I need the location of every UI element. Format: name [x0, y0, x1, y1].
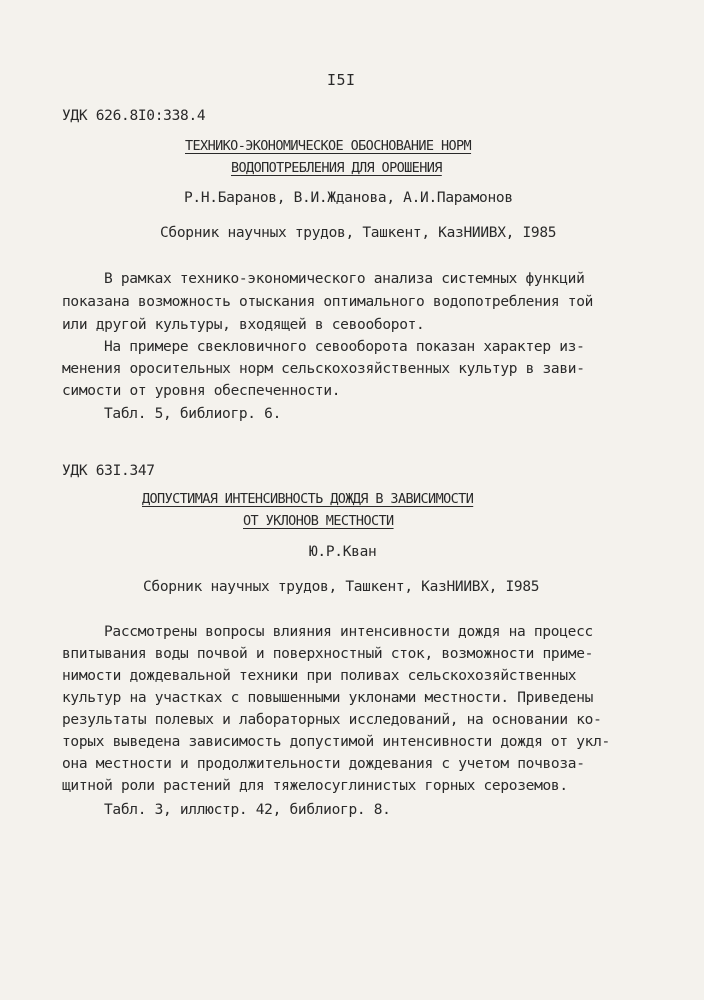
article-title-2-line-1: ДОПУСТИМАЯ ИНТЕНСИВНОСТЬ ДОЖДЯ В ЗАВИСИМОСТИ: [142, 491, 474, 507]
abstract-2-line-4: культур на участках с повышенными уклонами местности. Приведены: [62, 690, 594, 706]
abstract-2-line-7: она местности и продолжительности дождевания с учетом почвоза-: [62, 756, 585, 772]
article-refs-2: Табл. 3, иллюстр. 42, библиогр. 8.: [104, 802, 391, 818]
abstract-1-line-1: В рамках технико-экономического анализа системных функций: [104, 271, 585, 287]
abstract-2-line-2: впитывания воды почвой и поверхностный сток, возможности приме-: [62, 646, 594, 662]
udk-code-1: УДК 626.8I0:338.4: [62, 108, 206, 124]
abstract-2-line-6: торых выведена зависимость допустимой интенсивности дождя от укл-: [62, 734, 610, 750]
article-refs-1: Табл. 5, библиогр. 6.: [104, 406, 282, 422]
article-title-1-line-2: ВОДОПОТРЕБЛЕНИЯ ДЛЯ ОРОШЕНИЯ: [231, 160, 442, 176]
abstract-1-line-3: или другой культуры, входящей в севооборот.: [62, 317, 425, 333]
article-authors-1: Р.Н.Баранов, В.И.Жданова, А.И.Парамонов: [184, 190, 513, 206]
abstract-1-line-4: На примере свекловичного севооборота показан характер из-: [104, 339, 585, 355]
abstract-1-line-5: менения оросительных норм сельскохозяйственных культур в зави-: [62, 361, 585, 377]
abstract-1-line-2: показана возможность отыскания оптимального водопотребления той: [62, 294, 594, 310]
article-source-2: Сборник научных трудов, Ташкент, КазНИИВХ, I985: [143, 579, 540, 595]
article-authors-2: Ю.Р.Кван: [309, 544, 377, 560]
abstract-1-line-6: симости от уровня обеспеченности.: [62, 383, 341, 399]
abstract-2-line-8: щитной роли растений для тяжелосуглинистых горных сероземов.: [62, 778, 568, 794]
abstract-2-line-3: нимости дождевальной техники при поливах сельскохозяйственных: [62, 668, 577, 684]
abstract-2-line-1: Рассмотрены вопросы влияния интенсивности дождя на процесс: [104, 624, 593, 640]
article-source-1: Сборник научных трудов, Ташкент, КазНИИВХ, I985: [160, 225, 557, 241]
page-number: I5I: [327, 71, 356, 89]
udk-code-2: УДК 63I.347: [62, 463, 155, 479]
article-title-1-line-1: ТЕХНИКО-ЭКОНОМИЧЕСКОЕ ОБОСНОВАНИЕ НОРМ: [185, 138, 472, 154]
abstract-2-line-5: результаты полевых и лабораторных исследований, на основании ко-: [62, 712, 602, 728]
article-title-2-line-2: ОТ УКЛОНОВ МЕСТНОСТИ: [243, 513, 394, 529]
